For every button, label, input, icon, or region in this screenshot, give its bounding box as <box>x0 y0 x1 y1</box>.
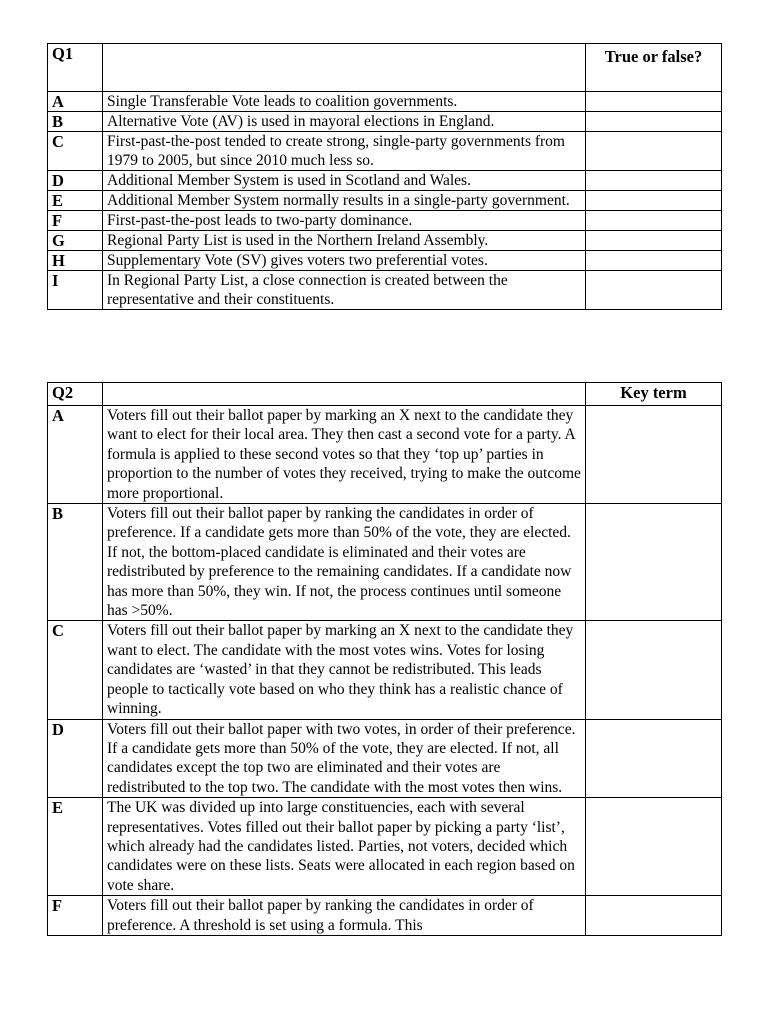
answer-cell[interactable] <box>586 251 722 271</box>
row-letter: D <box>48 719 103 798</box>
statement-text: Additional Member System is used in Scotland and Wales. <box>103 171 586 191</box>
description-text: Voters fill out their ballot paper with two votes, in order of their preference. If a candidate gets more than 50% of the vote, they are elected. If not, all candidates except the top two are eliminated and their votes are redistributed to the top two. The candidate with the most votes then wins. <box>103 719 586 798</box>
answer-cell[interactable] <box>586 92 722 112</box>
row-letter: I <box>48 271 103 310</box>
row-letter: E <box>48 798 103 896</box>
table-row <box>48 132 722 171</box>
q2-key-term-table <box>47 382 722 936</box>
answer-cell[interactable] <box>586 132 722 171</box>
table-row <box>48 504 722 621</box>
row-letter: G <box>48 231 103 251</box>
row-letter: F <box>48 896 103 936</box>
description-text: Voters fill out their ballot paper by marking an X next to the candidate they want to elect. The candidate with the most votes wins. Votes for losing candidates are ‘wasted’ in that they cannot be redistributed. This leads people to tactically vote based on who they think has a realistic chance of winning. <box>103 621 586 719</box>
table-row <box>48 171 722 191</box>
row-letter: B <box>48 112 103 132</box>
table-row <box>48 798 722 896</box>
key-term-cell[interactable] <box>586 504 722 621</box>
row-letter: A <box>48 92 103 112</box>
statement-text: Additional Member System normally results in a single-party government. <box>103 191 586 211</box>
q1-header-row <box>48 44 722 92</box>
row-letter: C <box>48 132 103 171</box>
statement-text: Supplementary Vote (SV) gives voters two preferential votes. <box>103 251 586 271</box>
q1-answer-header: True or false? <box>586 44 722 92</box>
key-term-cell[interactable] <box>586 719 722 798</box>
statement-text: Regional Party List is used in the Northern Ireland Assembly. <box>103 231 586 251</box>
table-row <box>48 896 722 936</box>
row-letter: B <box>48 504 103 621</box>
answer-cell[interactable] <box>586 112 722 132</box>
answer-cell[interactable] <box>586 171 722 191</box>
row-letter: A <box>48 406 103 504</box>
key-term-cell[interactable] <box>586 798 722 896</box>
q1-label: Q1 <box>48 44 103 92</box>
table-row <box>48 719 722 798</box>
table-row <box>48 231 722 251</box>
row-letter: C <box>48 621 103 719</box>
q2-header-blank <box>103 383 586 406</box>
row-letter: D <box>48 171 103 191</box>
statement-text: First-past-the-post tended to create strong, single-party governments from 1979 to 2005, but since 2010 much less so. <box>103 132 586 171</box>
q2-answer-header: Key term <box>586 383 722 406</box>
row-letter: E <box>48 191 103 211</box>
row-letter: H <box>48 251 103 271</box>
table-row <box>48 621 722 719</box>
q1-true-false-table <box>47 43 722 310</box>
q2-header-row <box>48 383 722 406</box>
description-text: Voters fill out their ballot paper by marking an X next to the candidate they want to elect for their local area. They then cast a second vote for a party. A formula is applied to these second votes so that they ‘top up’ parties in proportion to the number of votes they received, trying to make the outcome more proportional. <box>103 406 586 504</box>
answer-cell[interactable] <box>586 231 722 251</box>
answer-cell[interactable] <box>586 191 722 211</box>
answer-cell[interactable] <box>586 271 722 310</box>
key-term-cell[interactable] <box>586 621 722 719</box>
description-text: Voters fill out their ballot paper by ranking the candidates in order of preference. A threshold is set using a formula. This <box>103 896 586 936</box>
description-text: Voters fill out their ballot paper by ranking the candidates in order of preference. If a candidate gets more than 50% of the vote, they are elected. If not, the bottom-placed candidate is eliminated and their votes are redistributed by preference to the remaining candidates. If a candidate now has more than 50%, they win. If not, the process continues until someone has >50%. <box>103 504 586 621</box>
q2-label: Q2 <box>48 383 103 406</box>
description-text: The UK was divided up into large constituencies, each with several representatives. Votes filled out their ballot paper by picking a party ‘list’, which already had the candidates listed. Parties, not voters, decided which candidates were on these lists. Seats were allocated in each region based on vote share. <box>103 798 586 896</box>
table-row <box>48 251 722 271</box>
table-row <box>48 92 722 112</box>
table-row <box>48 406 722 504</box>
statement-text: Single Transferable Vote leads to coalition governments. <box>103 92 586 112</box>
table-row <box>48 112 722 132</box>
row-letter: F <box>48 211 103 231</box>
statement-text: First-past-the-post leads to two-party dominance. <box>103 211 586 231</box>
key-term-cell[interactable] <box>586 406 722 504</box>
answer-cell[interactable] <box>586 211 722 231</box>
table-row <box>48 271 722 310</box>
q1-header-blank <box>103 44 586 92</box>
statement-text: In Regional Party List, a close connection is created between the representative and their constituents. <box>103 271 586 310</box>
key-term-cell[interactable] <box>586 896 722 936</box>
table-row <box>48 191 722 211</box>
table-row <box>48 211 722 231</box>
statement-text: Alternative Vote (AV) is used in mayoral elections in England. <box>103 112 586 132</box>
